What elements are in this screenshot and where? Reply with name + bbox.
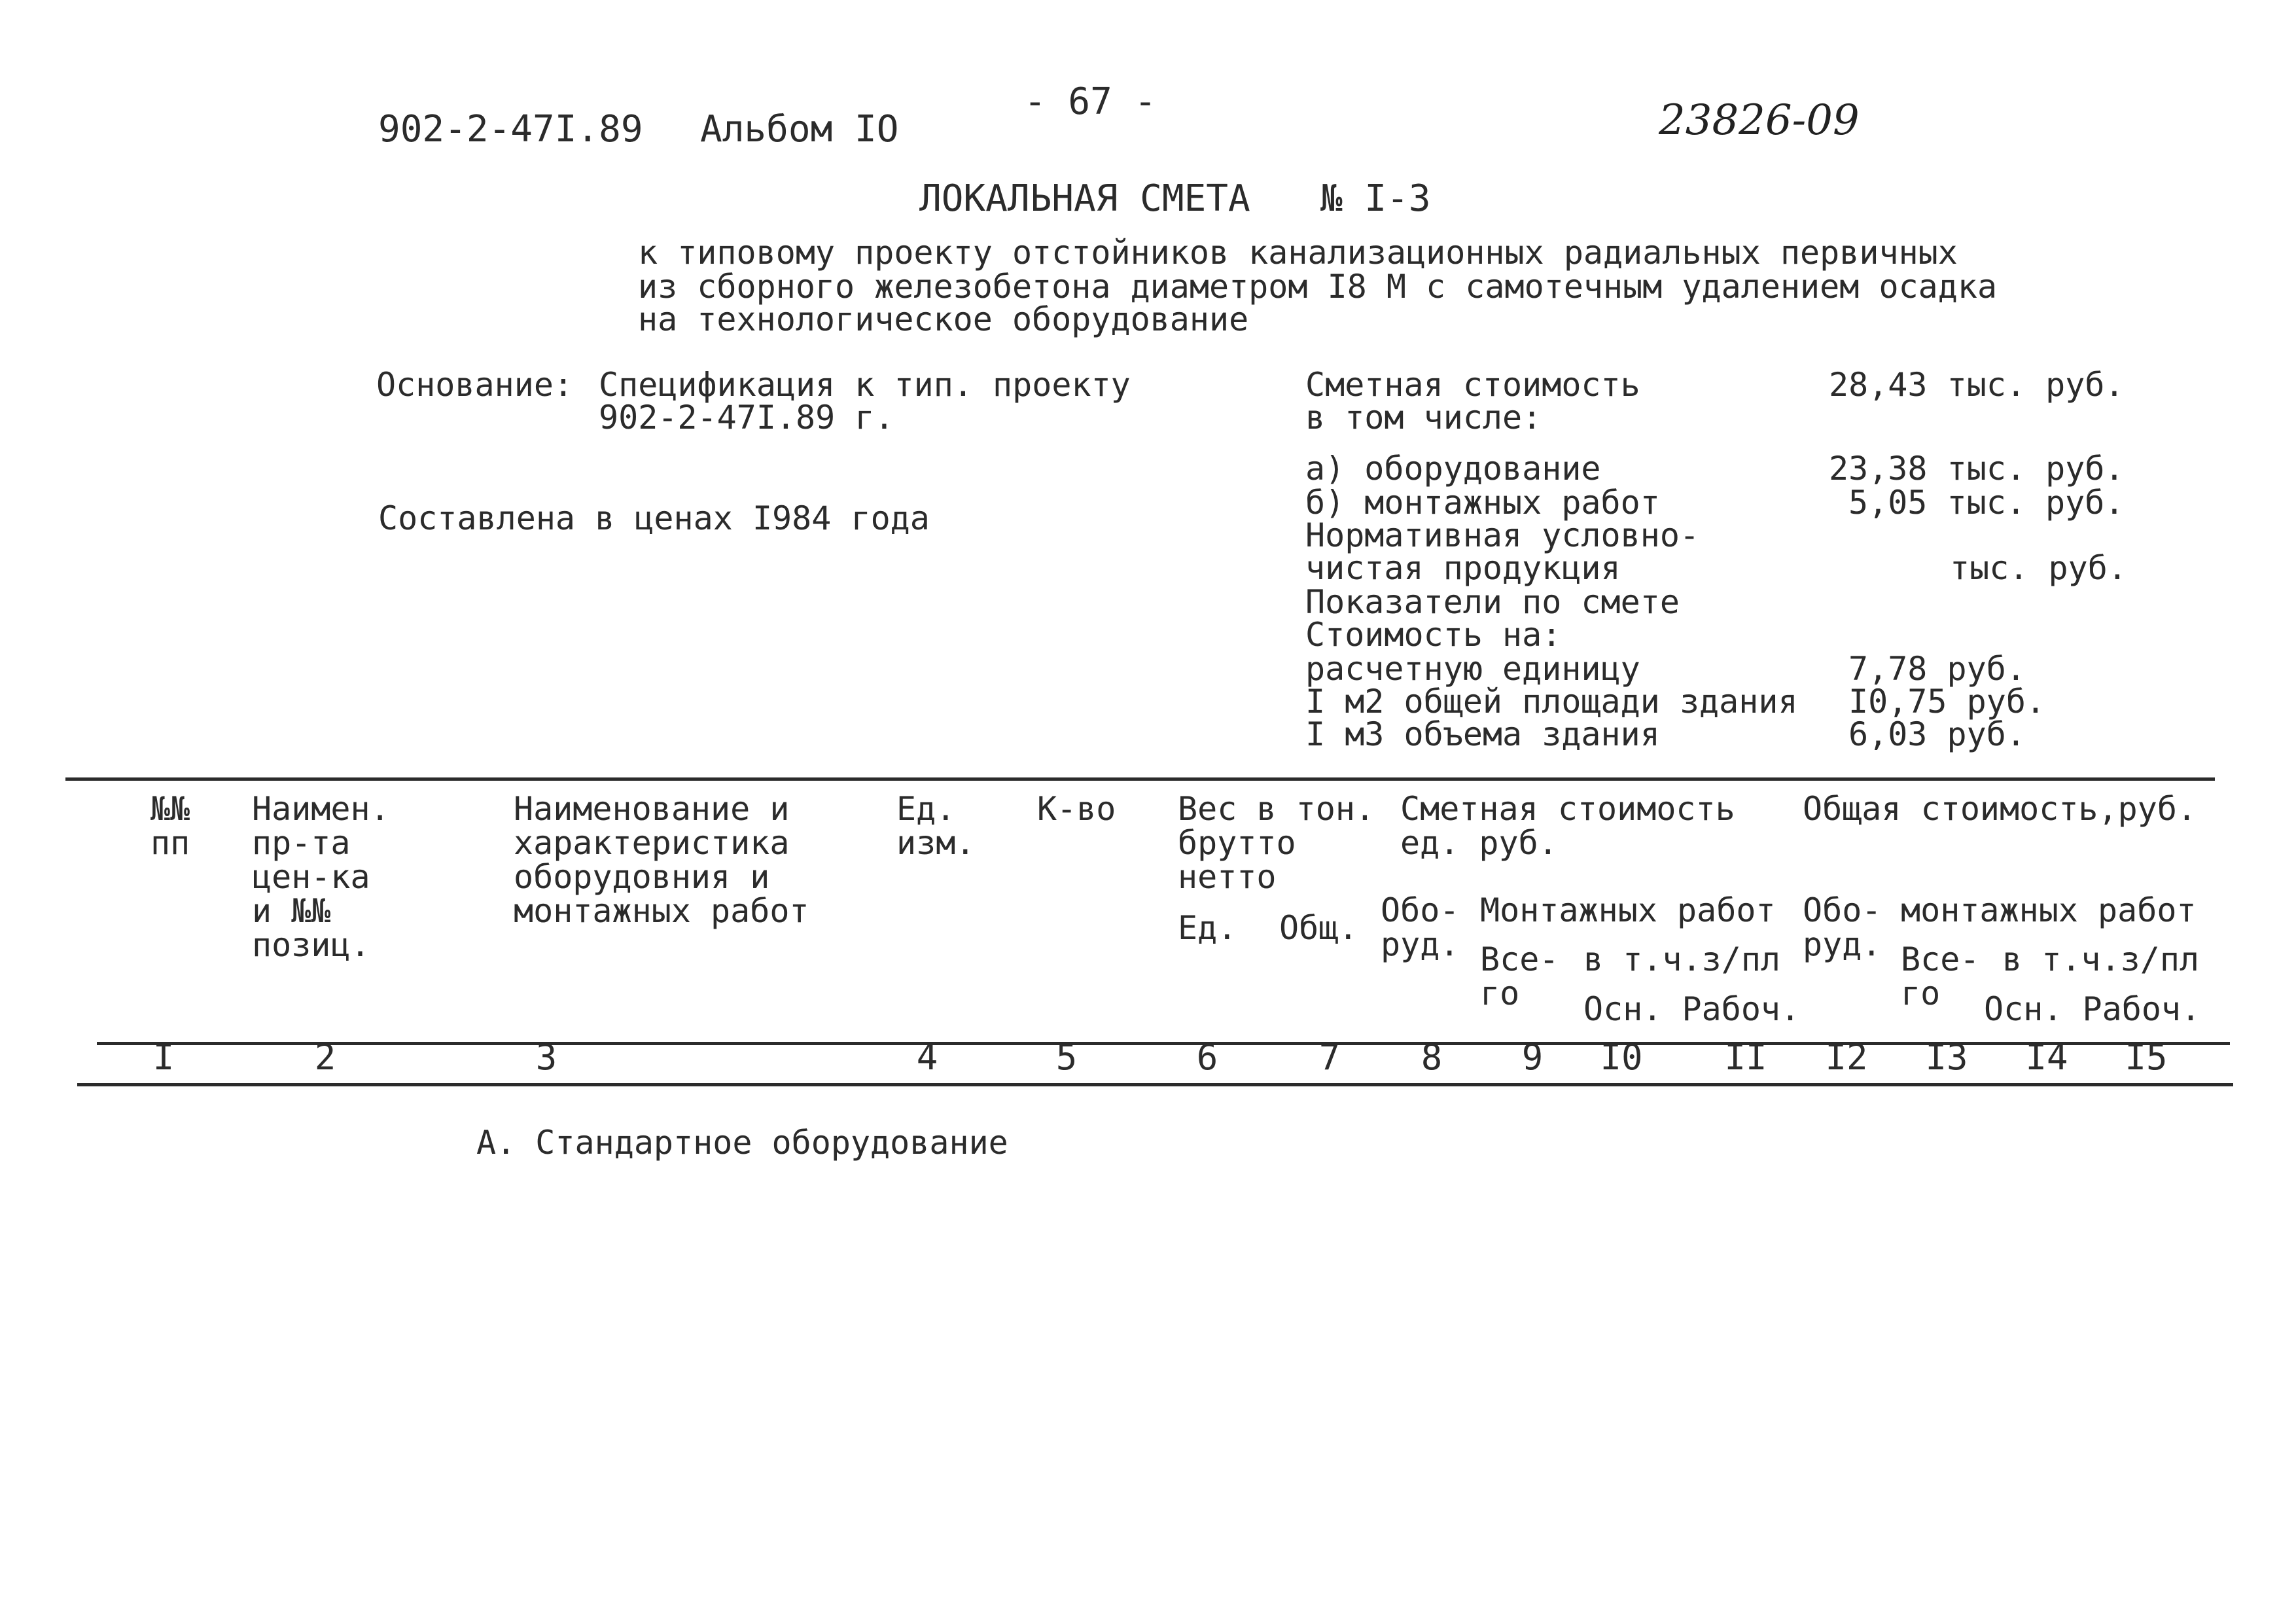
column-number: 8 [1421, 1037, 1443, 1078]
col-header-unit: Ед. изм. [896, 790, 976, 862]
col-header-tot-equipment: Обо- руд. [1803, 891, 1882, 963]
norm-label: Нормативная условно- [1305, 516, 1700, 554]
column-number: 3 [535, 1037, 557, 1078]
estimate-number: № I-3 [1320, 177, 1431, 220]
column-number: I4 [2025, 1037, 2068, 1078]
col-header-tot-installation: монтажных работ [1901, 891, 2197, 929]
column-number: I [152, 1037, 175, 1078]
unit-cost-value: 7,78 руб. [1848, 650, 2026, 688]
archive-number: 23826-09 [1659, 96, 1860, 145]
col-header-tot-wages: в т.ч.з/пл [2002, 940, 2200, 978]
project-description-line: к типовому проекту отстойников канализационных радиальных первичных [638, 234, 1958, 272]
basis-text: Спецификация к тип. проекту [599, 366, 1131, 404]
col-header-est-wages: в т.ч.з/пл [1583, 940, 1781, 978]
col-header-tot-all: Все- го [1901, 940, 1980, 1012]
col-header-est-all: Все- го [1480, 940, 1559, 1012]
unit-cost-label: расчетную единицу [1305, 650, 1640, 688]
project-description-line: из сборного железобетона диаметром I8 М с самотечным удалением осадка [638, 268, 1998, 306]
installation-label: б) монтажных работ [1305, 484, 1660, 522]
column-number: I3 [1925, 1037, 1968, 1078]
col-header-weight-total: Общ. [1279, 909, 1358, 947]
col-header-name: Наименование и характеристика оборудовния и монтажных работ [514, 790, 809, 930]
column-number: I2 [1825, 1037, 1868, 1078]
including-label: в том числе: [1305, 399, 1542, 437]
page-number: - 67 - [1024, 80, 1157, 123]
area-cost-value: I0,75 руб. [1848, 683, 2046, 721]
col-header-weight-unit: Ед. [1178, 909, 1237, 947]
installation-value: 5,05 тыс. руб. [1848, 484, 2125, 522]
col-header-number: №№ пп [150, 790, 190, 862]
basis-label: Основание: [376, 366, 574, 404]
column-number: 7 [1318, 1037, 1341, 1078]
col-header-est-equipment: Обо- руд. [1381, 891, 1460, 963]
column-number: 9 [1521, 1037, 1544, 1078]
column-number: I5 [2125, 1037, 2168, 1078]
col-header-est-installation: Монтажных работ [1480, 891, 1776, 929]
column-number: 4 [916, 1037, 938, 1078]
col-header-total-cost: Общая стоимость,руб. [1803, 790, 2197, 828]
col-header-estimated-cost: Сметная стоимость ед. руб. [1400, 790, 1735, 862]
cost-label: Сметная стоимость [1305, 366, 1640, 404]
section-title: А. Стандартное оборудование [476, 1124, 1008, 1162]
doc-code: 902-2-47I.89 [378, 108, 643, 151]
col-header-weight: Вес в тон. брутто нетто [1178, 790, 1375, 896]
volume-cost-label: I м3 объема здания [1305, 715, 1660, 753]
norm-value: тыс. руб. [1950, 549, 2127, 587]
column-number: II [1724, 1037, 1767, 1078]
column-number: 5 [1055, 1037, 1078, 1078]
col-header-price-ref: Наимен. пр-та цен-ка и №№ позиц. [252, 790, 390, 964]
equipment-label: а) оборудование [1305, 450, 1601, 488]
equipment-value: 23,38 тыс. руб. [1829, 450, 2125, 488]
column-number: I0 [1600, 1037, 1643, 1078]
estimate-title: ЛОКАЛЬНАЯ СМЕТА [919, 177, 1250, 220]
area-cost-label: I м2 общей площади здания [1305, 683, 1798, 721]
project-description-line: на технологическое оборудование [638, 300, 1249, 338]
album-label: Альбом IO [700, 108, 899, 151]
basis-text: 902-2-47I.89 г. [599, 399, 894, 437]
cost-per-label: Стоимость на: [1305, 616, 1562, 654]
col-header-quantity: К-во [1037, 790, 1116, 828]
table-header-bottom-rule [77, 1083, 2233, 1086]
column-number: 6 [1196, 1037, 1218, 1078]
col-header-est-base: Осн. Рабоч. [1583, 990, 1801, 1028]
column-number: 2 [314, 1037, 336, 1078]
table-top-rule [65, 777, 2215, 781]
prices-note: Составлена в ценах I984 года [378, 499, 930, 537]
cost-value: 28,43 тыс. руб. [1829, 366, 2125, 404]
col-header-tot-base: Осн. Рабоч. [1984, 990, 2201, 1028]
norm-label: чистая продукция [1305, 549, 1621, 587]
indicators-label: Показатели по смете [1305, 583, 1680, 621]
volume-cost-value: 6,03 руб. [1848, 715, 2026, 753]
